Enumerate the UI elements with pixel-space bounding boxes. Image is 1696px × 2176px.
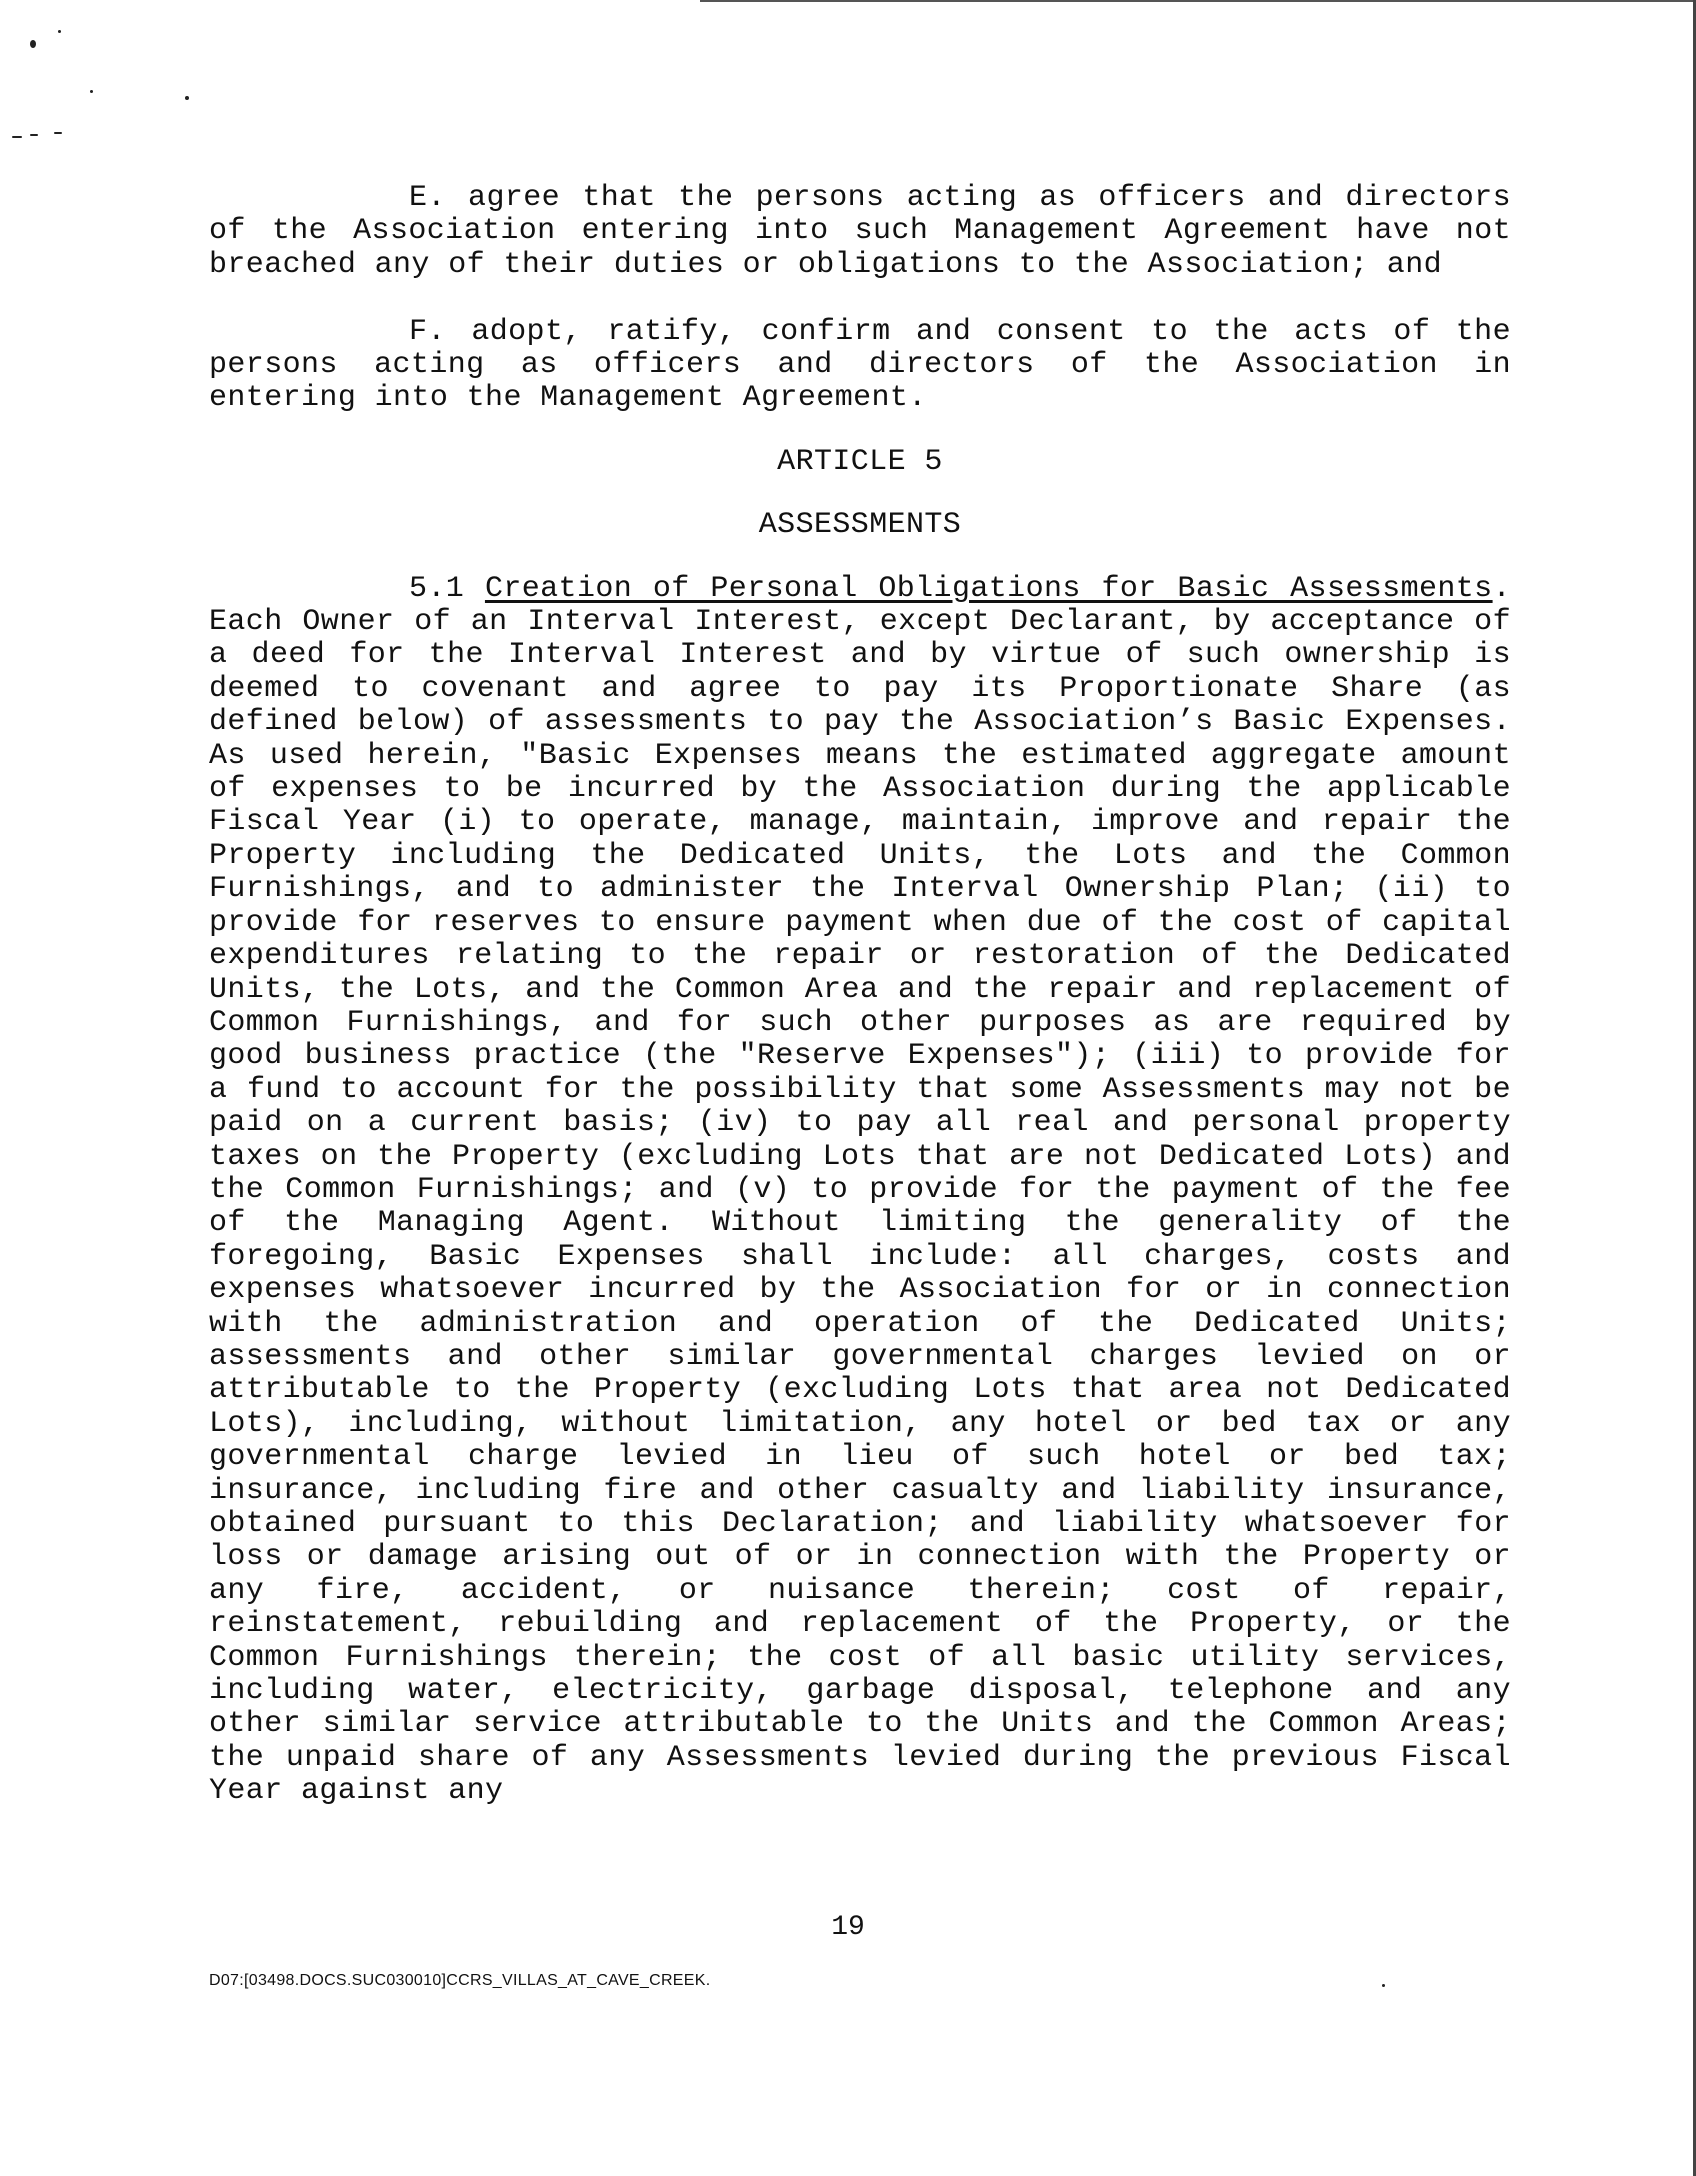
scan-speck [1382, 1984, 1385, 1987]
section-5-1 [209, 573, 1511, 1809]
scan-speck [54, 132, 62, 134]
scan-speck [12, 136, 22, 138]
scan-speck [185, 96, 189, 100]
scan-speck [58, 30, 61, 33]
section-heading: Creation of Personal Obligations for Basic Assessments [484, 571, 1493, 606]
scan-speck [90, 90, 93, 93]
section-number: 5.1 [409, 571, 465, 606]
page-number: 19 [831, 1912, 865, 1943]
paragraph-e: E. agree that the persons acting as officers and directors of the Association entering into such Management Agreement have not breached any of their duties or obligations to the Association; and [209, 181, 1511, 282]
article-number: ARTICLE 5 [777, 444, 943, 479]
document-body [209, 182, 1511, 1839]
scan-speck [30, 134, 38, 136]
scan-speck [30, 40, 36, 48]
scan-top-edge [700, 0, 1696, 2]
document-id: D07:[03498.DOCS.SUC030010]CCRS_VILLAS_AT_CAVE_CREEK. [209, 1972, 711, 1989]
article-title: ASSESSMENTS [758, 508, 962, 543]
paragraph-f: F. adopt, ratify, confirm and consent to the acts of the persons acting as officers and directors of the Association in entering into the Management Agreement. [209, 314, 1511, 416]
section-body: . Each Owner of an Interval Interest, except Declarant, by acceptance of a deed for the Interval Interest and by virtue of such ownership is deemed to covenant and agree to pay its Proportionate Share (as defined below) of assessments to pay the Association’s Basic Expenses. As used herein, "Basic Expenses means the estimated aggregate amount of expenses to be incurred by the Association during the applicable Fiscal Year (i) to operate, manage, maintain, improve and repair the Property including the Dedicated Units, the Lots and the Common Furnishings, and to administer the Interval Ownership Plan; (ii) to provide for reserves to ensure payment when due of the cost of capital expenditures relating to the repair or restoration of the Dedicated Units, the Lots, and the Common Area and the repair and replacement of Common Furnishings, and for such other purposes as are required by good business practice (the "Reserve Expenses"); (iii) to provide for a fund to account for the possibility that some Assessments may not be paid on a current basis; (iv) to pay all real and personal property taxes on the Property (excluding Lots that are not Dedicated Lots) and the Common Furnishings; and (v) to provide for the payment of the fee of the Managing Agent. Without limiting the generality of the foregoing, Basic Expenses shall include: all charges, costs and expenses whatsoever incurred by the Association for or in connection with the administration and operation of the Dedicated Units; assessments and other similar governmental charges levied on or attributable to the Property (excluding Lots that area not Dedicated Lots), including, without limitation, any hotel or bed tax or any governmental charge levied in lieu of such hotel or bed tax; insurance, including fire and other casualty and liability insurance, obtained pursuant to this Declaration; and liability whatsoever for loss or damage arising out of or in connection with the Property or any fire, accident, or nuisance therein; cost of repair, reinstatement, rebuilding and replacement of the Property, or the Common Furnishings therein; the cost of all basic utility services, including water, electricity, garbage disposal, telephone and any other similar service attributable to the Units and the Common Areas; the unpaid share of any Assessments levied during the previous Fiscal Year against any [209, 571, 1511, 1809]
